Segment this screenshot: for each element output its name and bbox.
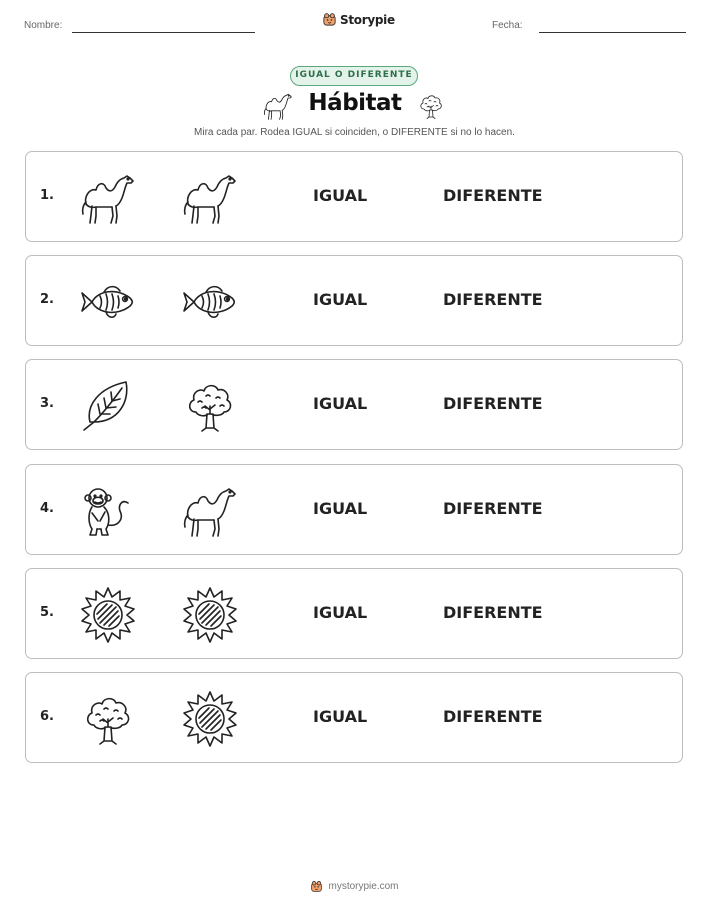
footer-url[interactable]: mystorypie.com bbox=[328, 881, 399, 892]
storypie-mascot-icon bbox=[322, 12, 337, 27]
name-label: Nombre: bbox=[24, 20, 63, 31]
item-number: 6. bbox=[40, 709, 54, 724]
sun-icon bbox=[78, 585, 138, 645]
diferente-option[interactable]: DIFERENTE bbox=[443, 602, 543, 622]
tree-icon bbox=[180, 376, 240, 436]
camel-icon bbox=[180, 168, 240, 228]
sun-icon bbox=[180, 585, 240, 645]
igual-option[interactable]: IGUAL bbox=[313, 602, 368, 622]
leaf-icon bbox=[78, 376, 138, 436]
item-card bbox=[25, 359, 683, 450]
page-title: Hábitat bbox=[308, 90, 402, 116]
activity-badge: IGUAL O DIFERENTE bbox=[290, 66, 418, 86]
camel-icon bbox=[78, 168, 138, 228]
tree-icon bbox=[416, 90, 446, 122]
item-number: 4. bbox=[40, 500, 54, 516]
igual-option[interactable]: IGUAL bbox=[313, 186, 368, 205]
storypie-mascot-icon bbox=[310, 880, 323, 893]
diferente-option[interactable]: DIFERENTE bbox=[443, 394, 543, 414]
date-label: Fecha: bbox=[492, 20, 523, 31]
igual-option[interactable]: IGUAL bbox=[313, 394, 368, 414]
igual-option[interactable]: IGUAL bbox=[313, 290, 368, 310]
footer bbox=[0, 880, 709, 893]
item-number: 2. bbox=[40, 292, 54, 308]
item-number: 3. bbox=[40, 396, 54, 412]
title-row bbox=[0, 88, 709, 124]
igual-option[interactable]: IGUAL bbox=[313, 707, 368, 726]
item-card bbox=[25, 255, 683, 346]
tree-icon bbox=[78, 689, 138, 749]
diferente-option[interactable]: DIFERENTE bbox=[443, 290, 543, 310]
diferente-option[interactable]: DIFERENTE bbox=[443, 707, 543, 726]
brand-name: Storypie bbox=[340, 12, 395, 27]
camel-icon bbox=[180, 481, 240, 541]
camel-icon bbox=[262, 90, 294, 122]
item-card bbox=[25, 151, 683, 242]
igual-option[interactable]: IGUAL bbox=[313, 498, 368, 518]
name-line[interactable] bbox=[72, 32, 255, 33]
item-card bbox=[25, 568, 683, 659]
instructions: Mira cada par. Rodea IGUAL si coinciden, o DIFERENTE si no lo hacen. bbox=[194, 127, 515, 138]
fish-icon bbox=[78, 272, 138, 332]
diferente-option[interactable]: DIFERENTE bbox=[443, 186, 543, 205]
item-number: 5. bbox=[40, 604, 54, 620]
item-card bbox=[25, 672, 683, 763]
diferente-option[interactable]: DIFERENTE bbox=[443, 498, 543, 518]
sun-icon bbox=[180, 689, 240, 749]
monkey-icon bbox=[78, 481, 138, 541]
fish-icon bbox=[180, 272, 240, 332]
date-line[interactable] bbox=[539, 32, 686, 33]
brand-logo bbox=[322, 12, 395, 27]
item-number: 1. bbox=[40, 188, 54, 203]
item-card bbox=[25, 464, 683, 555]
